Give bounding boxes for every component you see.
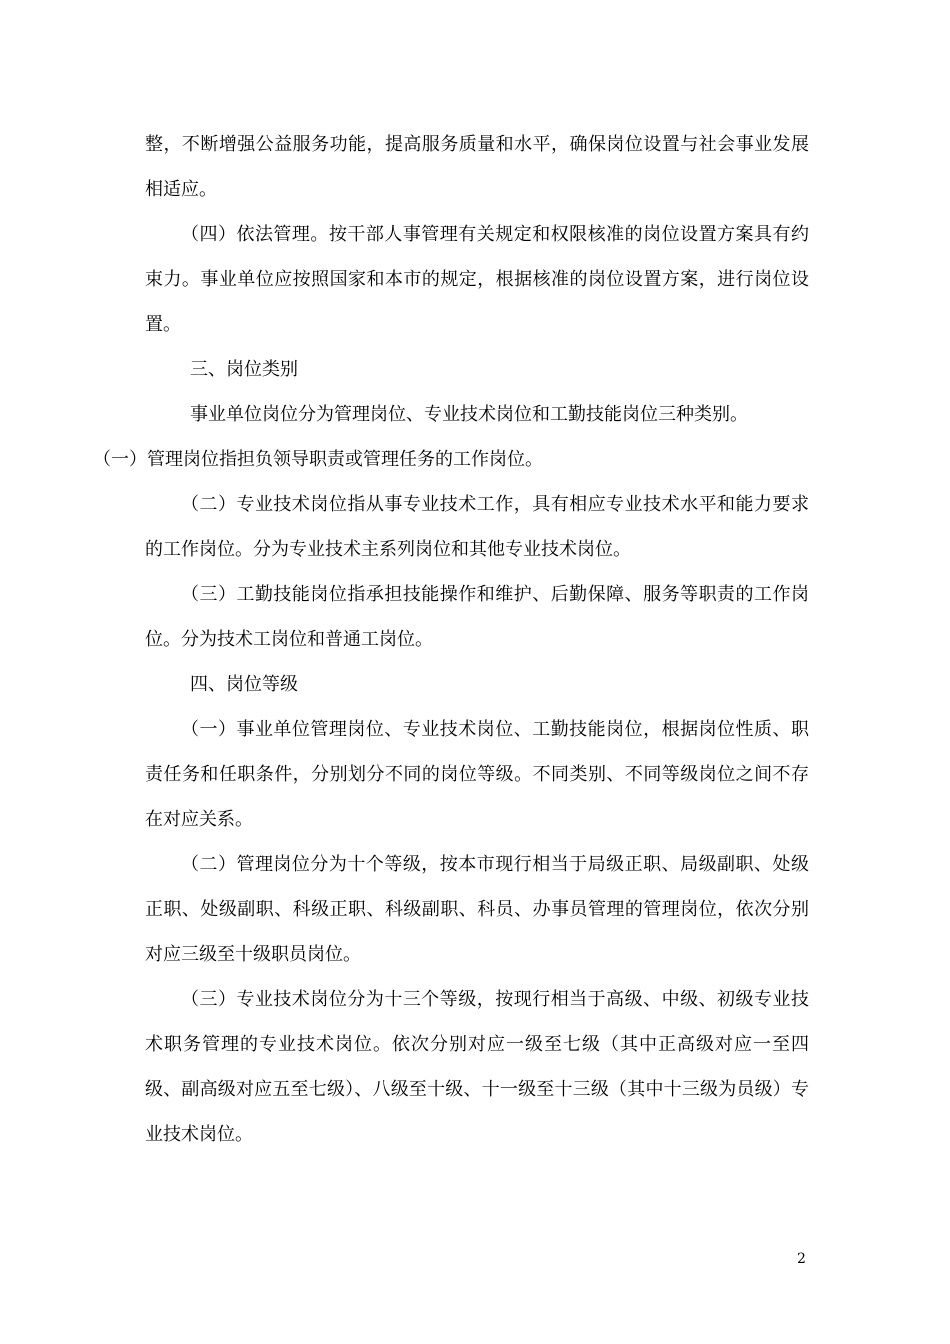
paragraph-lawful-management: （四）依法管理。按干部人事管理有关规定和权限核准的岗位设置方案具有约束力。事业单位应按照国家和本市的规定，根据核准的岗位设置方案，进行岗位设置。	[145, 224, 809, 335]
paragraph-grade-division: （一）事业单位管理岗位、专业技术岗位、工勤技能岗位，根据岗位性质、职责任务和任职条件，分别划分不同的岗位等级。不同类别、不同等级岗位之间不存在对应关系。	[145, 719, 809, 830]
page-number: 2	[797, 1251, 806, 1267]
paragraph-technical-grades: （三）专业技术岗位分为十三个等级，按现行相当于高级、中级、初级专业技术职务管理的专业技术岗位。依次分别对应一级至七级（其中正高级对应一至四级、副高级对应五至七级）、八级至十级、十一级至十三级（其中十三级为员级）专业技术岗位。	[145, 989, 809, 1145]
paragraph-three-categories: 事业单位岗位分为管理岗位、专业技术岗位和工勤技能岗位三种类别。	[190, 404, 748, 425]
paragraph-management-positions: （一）管理岗位指担负领导职责或管理任务的工作岗位。	[93, 449, 543, 470]
section-heading-position-grades: 四、岗位等级	[190, 674, 298, 695]
paragraph-technical-positions: （二）专业技术岗位指从事专业技术工作，具有相应专业技术水平和能力要求的工作岗位。分为专业技术主系列岗位和其他专业技术岗位。	[145, 494, 809, 560]
paragraph-management-grades: （二）管理岗位分为十个等级，按本市现行相当于局级正职、局级副职、处级正职、处级副职、科级正职、科级副职、科员、办事员管理的管理岗位，依次分别对应三级至十级职员岗位。	[145, 854, 809, 965]
paragraph-skill-positions: （三）工勤技能岗位指承担技能操作和维护、后勤保障、服务等职责的工作岗位。分为技术工岗位和普通工岗位。	[145, 584, 809, 650]
paragraph-service-function: 整，不断增强公益服务功能，提高服务质量和水平，确保岗位设置与社会事业发展相适应。	[145, 134, 809, 200]
section-heading-position-categories: 三、岗位类别	[190, 359, 298, 380]
